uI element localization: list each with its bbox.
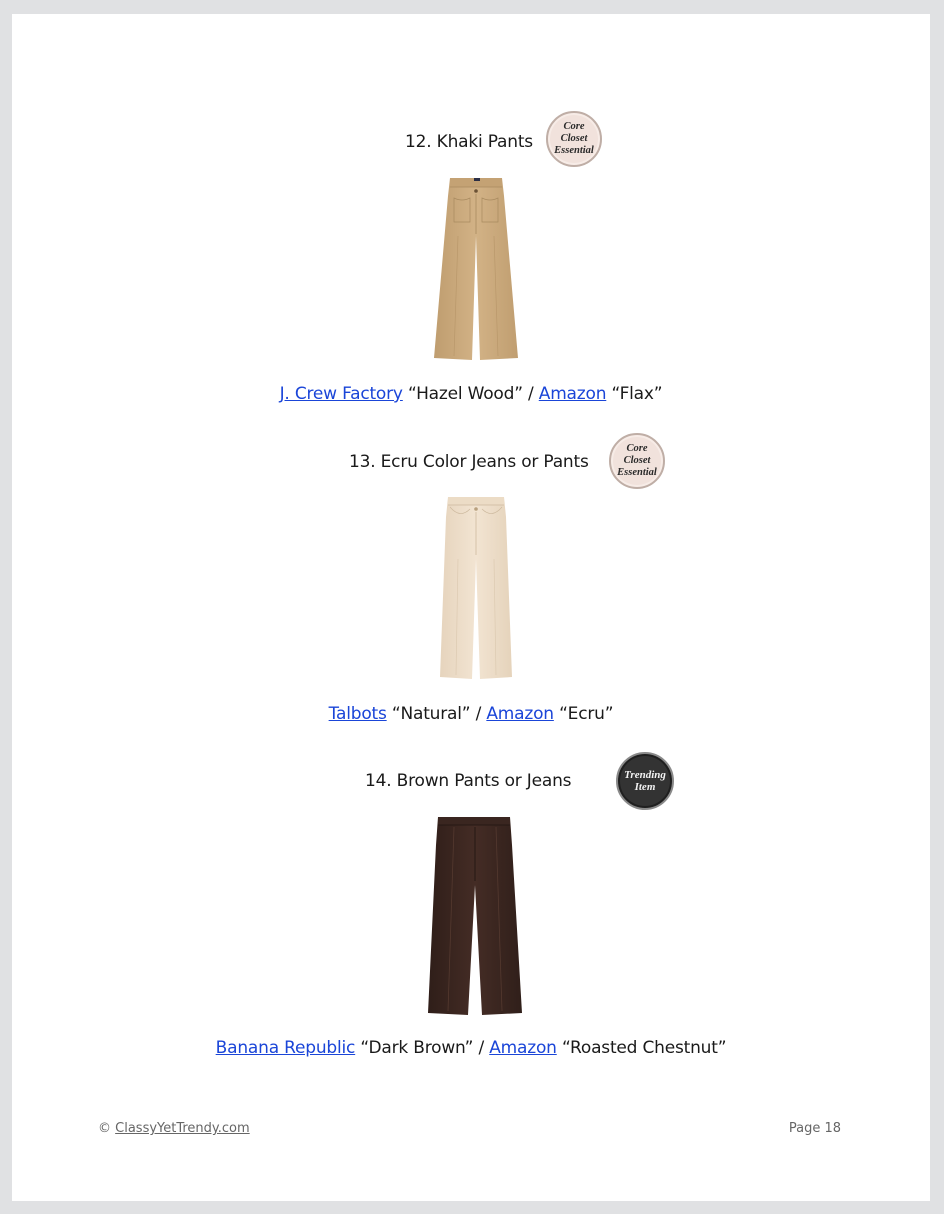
khaki-pants-image-icon [430,176,522,362]
page-number: Page 18 [788,1121,841,1136]
core-closet-essential-badge-icon [546,111,602,167]
shade-natural: “Natural” [391,704,471,724]
badge-line: Closet [623,455,651,466]
j-crew-factory-link[interactable]: J. Crew Factory [279,384,403,404]
ecru-jeans-image-icon [436,495,516,681]
separator: / [473,1038,490,1058]
badge-line: Item [634,781,656,793]
badge-line: Core [563,121,585,132]
classyyettrendy-link[interactable]: ClassyYetTrendy.com [115,1121,250,1136]
amazon-link[interactable]: Amazon [486,704,554,724]
item-13-heading: 13. Ecru Color Jeans or Pants [349,452,589,472]
trending-item-badge-icon [616,752,674,810]
separator: / [470,704,487,724]
amazon-link[interactable]: Amazon [538,384,607,404]
talbots-link[interactable]: Talbots [328,704,387,724]
copyright-icon: © [98,1121,111,1136]
banana-republic-link[interactable]: Banana Republic [215,1038,356,1058]
badge-line: Core [626,443,648,454]
item-13-sources [12,704,930,724]
shade-hazel-wood: “Hazel Wood” [408,384,523,404]
footer-copyright [98,1121,250,1136]
brown-pants-image-icon [424,815,526,1017]
item-12-heading: 12. Khaki Pants [405,132,533,152]
separator: / [522,384,539,404]
item-14-heading: 14. Brown Pants or Jeans [365,771,572,791]
shade-ecru: “Ecru” [559,704,614,724]
item-12-sources [12,384,930,404]
item-14-sources [12,1038,930,1058]
document-page [12,14,930,1201]
shade-roasted-chestnut: “Roasted Chestnut” [561,1038,727,1058]
badge-line: Essential [617,467,657,478]
shade-flax: “Flax” [611,384,663,404]
amazon-link[interactable]: Amazon [489,1038,557,1058]
badge-line: Trending [624,769,666,781]
core-closet-essential-badge-icon [609,433,665,489]
badge-line: Closet [560,133,588,144]
badge-line: Essential [554,145,594,156]
shade-dark-brown: “Dark Brown” [360,1038,474,1058]
